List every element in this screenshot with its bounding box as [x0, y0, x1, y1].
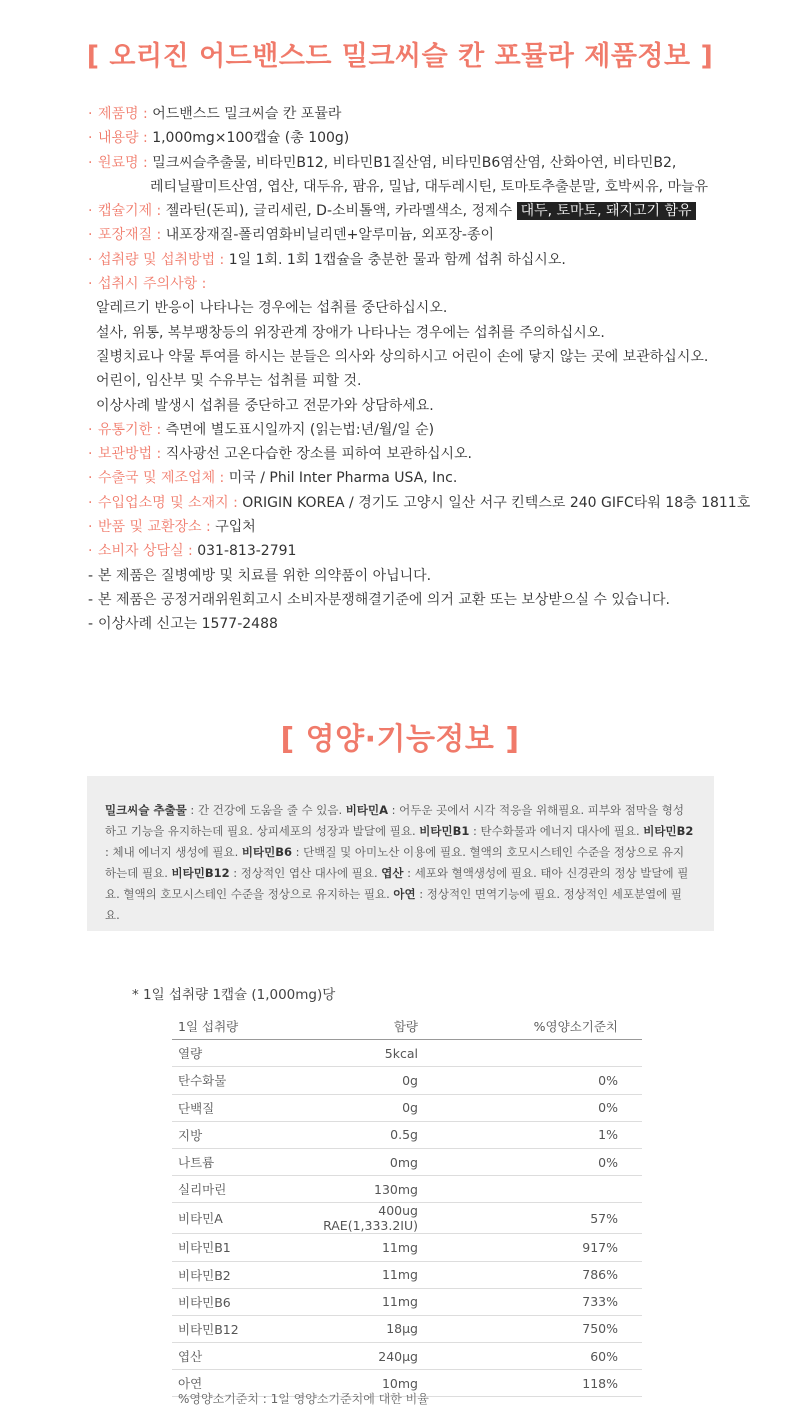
nutrient-name: 실리마린	[172, 1176, 294, 1203]
column-header: 1일 섭취량	[172, 1013, 294, 1040]
info-row-packaging: · 포장재질 : 내포장재질-폴리염화비닐리덴+알루미늄, 외포장-종이	[88, 227, 494, 244]
table-row	[172, 1343, 642, 1370]
caution-item: 알레르기 반응이 나타나는 경우에는 섭취를 중단하십시오.	[96, 300, 448, 317]
table-row	[172, 1040, 642, 1067]
nutrient-amount: 240μg	[294, 1343, 448, 1370]
function-info-box	[87, 776, 714, 931]
nutrient-name: 열량	[172, 1040, 294, 1067]
nutrient-percent: 0%	[448, 1094, 642, 1121]
nutrient-amount: 0.5g	[294, 1121, 448, 1148]
serving-size-note: * 1일 섭취량 1캡슐 (1,000mg)당	[132, 987, 336, 1003]
info-row-volume: · 내용량 : 1,000mg×100캡슐 (총 100g)	[88, 130, 350, 147]
nutrient-name: 비타민B1	[172, 1234, 294, 1261]
nutrient-name: 비타민B6	[172, 1288, 294, 1315]
info-row-cs: · 소비자 상담실 : 031-813-2791	[88, 543, 297, 560]
nutrient-percent: 0%	[448, 1067, 642, 1094]
caution-item: 설사, 위통, 복부팽창등의 위장관계 장애가 나타나는 경우에는 섭취를 주의하십시오.	[96, 324, 605, 341]
info-row-product: · 제품명 : 어드밴스드 밀크씨슬 칸 포뮬라	[88, 106, 342, 122]
nutrient-percent: 750%	[448, 1315, 642, 1342]
nutrient-name: 아연	[172, 1370, 294, 1397]
table-row	[172, 1176, 642, 1203]
column-header: %영양소기준치	[448, 1013, 642, 1040]
nutrient-amount: 400ug RAE(1,333.2IU)	[294, 1203, 448, 1234]
nutrient-percent: 733%	[448, 1288, 642, 1315]
table-row	[172, 1067, 642, 1094]
nutrient-amount: 5kcal	[294, 1040, 448, 1067]
note-item: - 본 제품은 공정거래위원회고시 소비자분쟁해결기준에 의거 교환 또는 보상받으실 수 있습니다.	[88, 591, 670, 608]
nutrient-percent	[448, 1176, 642, 1203]
info-row-capsule: · 캡슐기제 : 젤라틴(돈피), 글리세린, D-소비톨액, 카라멜색소, 정제수 대두, 토마토, 돼지고기 함유	[88, 199, 778, 223]
nutrient-percent: 786%	[448, 1261, 642, 1288]
table-row	[172, 1148, 642, 1175]
nutrient-percent: 60%	[448, 1343, 642, 1370]
nutrient-amount: 10mg	[294, 1370, 448, 1397]
nutrient-name: 비타민B2	[172, 1261, 294, 1288]
info-row-caution: · 섭취시 주의사항 :	[88, 276, 207, 293]
nutrient-name: 단백질	[172, 1094, 294, 1121]
nutrient-amount: 11mg	[294, 1234, 448, 1261]
nutrient-name: 비타민A	[172, 1203, 294, 1234]
table-row	[172, 1288, 642, 1315]
nutrient-percent: 118%	[448, 1370, 642, 1397]
nutrient-amount: 18μg	[294, 1315, 448, 1342]
table-footnote: %영양소기준치 : 1일 영양소기준치에 대한 비율	[178, 1392, 429, 1406]
nutrient-amount: 130mg	[294, 1176, 448, 1203]
nutrient-percent: 0%	[448, 1148, 642, 1175]
column-header: 함량	[294, 1013, 448, 1040]
caution-item: 어린이, 임산부 및 수유부는 섭취를 피할 것.	[96, 373, 362, 390]
nutrient-amount: 0mg	[294, 1148, 448, 1175]
nutrient-name: 지방	[172, 1121, 294, 1148]
info-row-storage: · 보관방법 : 직사광선 고온다습한 장소를 피하여 보관하십시오.	[88, 446, 472, 463]
nutrient-name: 비타민B12	[172, 1315, 294, 1342]
product-info-title: [ 오리진 어드밴스드 밀크씨슬 칸 포뮬라 제품정보 ]	[86, 41, 714, 72]
nutrient-amount: 0g	[294, 1094, 448, 1121]
info-row-expiry: · 유통기한 : 측면에 별도표시일까지 (읽는법:년/월/일 순)	[88, 421, 435, 438]
table-header-row	[172, 1013, 642, 1040]
nutrient-percent	[448, 1040, 642, 1067]
info-row-maker: · 수출국 및 제조업체 : 미국 / Phil Inter Pharma USA, Inc.	[88, 470, 458, 487]
note-item: - 이상사례 신고는 1577-2488	[88, 616, 278, 633]
info-row-return: · 반품 및 교환장소 : 구입처	[88, 519, 256, 536]
product-info-section	[88, 102, 778, 637]
nutrient-name: 나트륨	[172, 1148, 294, 1175]
table-row	[172, 1234, 642, 1261]
table-row	[172, 1094, 642, 1121]
caution-item: 이상사례 발생시 섭취를 중단하고 전문가와 상담하세요.	[96, 397, 434, 414]
nutrient-amount: 11mg	[294, 1261, 448, 1288]
table-row	[172, 1121, 642, 1148]
nutrient-percent: 1%	[448, 1121, 642, 1148]
table-row	[172, 1261, 642, 1288]
caution-item: 질병치료나 약물 투여를 하시는 분들은 의사와 상의하시고 어린이 손에 닿지 않는 곳에 보관하십시오.	[96, 348, 709, 365]
table-row	[172, 1315, 642, 1342]
nutrient-name: 엽산	[172, 1343, 294, 1370]
nutrient-percent: 57%	[448, 1203, 642, 1234]
nutrient-amount: 11mg	[294, 1288, 448, 1315]
nutrient-amount: 0g	[294, 1067, 448, 1094]
note-item: - 본 제품은 질병예방 및 치료를 위한 의약품이 아닙니다.	[88, 567, 432, 584]
nutrition-title: [ 영양·기능정보 ]	[280, 722, 520, 757]
info-row-ingredients-cont: 레티닐팔미트산염, 엽산, 대두유, 팜유, 밀납, 대두레시틴, 토마토추출분말, 호박씨유, 마늘유	[150, 178, 709, 195]
info-row-intake: · 섭취량 및 섭취방법 : 1일 1회. 1회 1캡슐을 충분한 물과 함께 섭취 하십시오.	[88, 251, 566, 268]
allergen-highlight: 대두, 토마토, 돼지고기 함유	[517, 202, 696, 220]
nutrient-name: 탄수화물	[172, 1067, 294, 1094]
nutrient-percent: 917%	[448, 1234, 642, 1261]
table-row	[172, 1203, 642, 1234]
nutrition-table	[172, 1013, 642, 1397]
info-row-ingredients: · 원료명 : 밀크씨슬추출물, 비타민B12, 비타민B1질산염, 비타민B6염산염, 산화아연, 비타민B2,	[88, 154, 677, 171]
function-info-text: 밀크씨슬 추출물 : 간 건강에 도움을 줄 수 있음. 비타민A : 어두운 곳에서 시각 적응을 위해필요. 피부와 점막을 형성하고 기능을 유지하는데 필요. 상피세포의 성장과 발달에 필요. 비타민B1 : 탄수화물과 에너지 대사에 필요. 비타민B2 : 체내 에너지 생성에 필요. 비타민B6 : 단백질 및 아미노산 이용에 필요. 혈액의 호모시스테인 수준을 정상으로 유지하는데 필요. 비타민B12 : 정상적인 엽산 대사에 필요. 엽산 : 세포와 혈액생성에 필요. 태아 신경관의 정상 발달에 필요. 혈액의 호모시스테인 수준을 정상으로 유지하는 필요. 아연 : 정상적인 면역기능에 필요. 정상적인 세포분열에 필요.	[105, 803, 694, 922]
info-row-importer: · 수입업소명 및 소재지 : ORIGIN KOREA / 경기도 고양시 일산 서구 킨텍스로 240 GIFC타워 18층 1811호	[88, 494, 751, 511]
